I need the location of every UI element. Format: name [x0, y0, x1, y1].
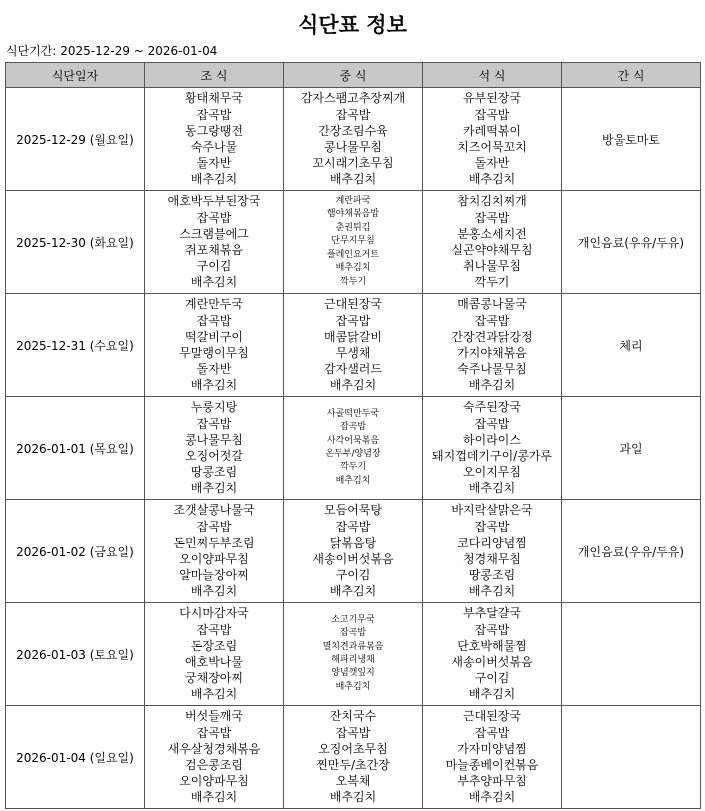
menu-item: 돈장조림 — [190, 638, 238, 653]
menu-item: 잡곡밥 — [474, 622, 510, 637]
date-cell: 2025-12-30 (화요일) — [6, 191, 145, 294]
menu-item: 참치김치찌개 — [457, 194, 527, 209]
menu-item: 양념깻잎지 — [331, 668, 375, 679]
menu-item: 동그랑땡전 — [185, 123, 243, 138]
menu-item: 잡곡밥 — [335, 107, 371, 122]
meal-table — [5, 62, 701, 809]
menu-item: 바지락살맑은국 — [451, 503, 533, 518]
menu-item: 배추김치 — [190, 790, 238, 805]
menu-item: 잔치국수 — [329, 709, 377, 724]
table-row — [6, 397, 701, 500]
header-lunch: 중 식 — [284, 63, 423, 88]
date-cell: 2026-01-01 (목요일) — [6, 397, 145, 500]
menu-item: 오이양파무침 — [179, 774, 249, 789]
menu-item: 잡곡밥 — [335, 519, 371, 534]
menu-item: 춘권튀김 — [335, 222, 371, 233]
menu-item: 청경채무침 — [463, 552, 521, 566]
menu-item: 배추김치 — [190, 584, 238, 599]
menu-item: 구이김 — [335, 568, 371, 583]
table-body — [6, 88, 701, 809]
menu-item: 햄야채볶음밥 — [326, 209, 380, 220]
dinner-cell — [423, 706, 562, 809]
menu-item: 잡곡밥 — [196, 210, 232, 225]
menu-item: 매콤닭갈비 — [324, 329, 382, 344]
menu-item: 누룽지탕 — [190, 400, 238, 415]
table-row — [6, 500, 701, 603]
header-breakfast: 조 식 — [145, 63, 284, 88]
menu-item: 오징어초무침 — [318, 741, 388, 756]
menu-item: 버섯들깨국 — [185, 709, 243, 724]
menu-item: 배추김치 — [329, 172, 377, 187]
snack-cell — [562, 706, 701, 809]
menu-item: 배추김치 — [190, 481, 238, 496]
menu-item: 잡곡밥 — [339, 628, 367, 639]
menu-item: 배추김치 — [190, 275, 238, 290]
table-row — [6, 191, 701, 294]
date-cell: 2026-01-04 (일요일) — [6, 706, 145, 809]
snack-cell — [562, 603, 701, 706]
menu-item: 떡갈비구이 — [185, 329, 243, 344]
table-row — [6, 603, 701, 706]
menu-item: 깍두기 — [339, 462, 367, 473]
menu-item: 실곤약야채무침 — [451, 243, 533, 257]
menu-item: 조갯살콩나물국 — [173, 503, 255, 518]
menu-item: 배추김치 — [468, 378, 516, 393]
menu-item: 배추김치 — [468, 172, 516, 187]
menu-item: 잡곡밥 — [339, 422, 367, 433]
menu-item: 찐만두/초간장 — [316, 758, 390, 772]
lunch-cell — [284, 191, 423, 294]
menu-item: 오이양파무침 — [179, 552, 249, 566]
menu-item: 잡곡밥 — [474, 725, 510, 740]
menu-item: 배추김치 — [468, 584, 516, 599]
menu-item: 잡곡밥 — [196, 519, 232, 534]
lunch-cell — [284, 500, 423, 603]
breakfast-cell — [145, 603, 284, 706]
menu-item: 스크램블에그 — [179, 226, 249, 241]
menu-item: 사각어묵볶음 — [326, 435, 380, 446]
menu-item: 잡곡밥 — [196, 416, 232, 431]
menu-item: 무말랭이무침 — [179, 346, 249, 360]
menu-item: 배추김치 — [335, 263, 371, 274]
menu-item: 카레떡볶이 — [463, 123, 521, 138]
menu-item: 땅콩조림 — [190, 465, 238, 480]
table-header-row — [6, 63, 701, 88]
table-row — [6, 294, 701, 397]
menu-item: 배추김치 — [468, 687, 516, 702]
lunch-cell — [284, 294, 423, 397]
menu-item: 배추김치 — [190, 172, 238, 187]
menu-item: 멸치견과류볶음 — [322, 641, 384, 652]
menu-item: 배추김치 — [468, 481, 516, 496]
lunch-cell — [284, 603, 423, 706]
menu-item: 취나물무침 — [463, 259, 521, 274]
menu-item: 플레인요거트 — [326, 249, 380, 260]
menu-item: 배추김치 — [329, 790, 377, 805]
menu-item: 돼지껍데기구이/콩가루 — [432, 449, 552, 463]
menu-item: 콩나물무침 — [324, 140, 382, 154]
menu-item: 하이라이스 — [463, 432, 521, 447]
menu-item: 부추달걀국 — [463, 606, 521, 621]
menu-item: 간장조림수육 — [318, 123, 388, 138]
snack-cell: 과일 — [562, 397, 701, 500]
menu-item: 간장견과닭강정 — [451, 329, 533, 344]
menu-item: 구이김 — [196, 259, 232, 274]
snack-cell: 개인음료(우유/두유) — [562, 191, 701, 294]
lunch-cell — [284, 706, 423, 809]
menu-item: 콩나물무침 — [185, 432, 243, 447]
menu-item: 감자스팸고추장찌개 — [300, 91, 406, 106]
menu-item: 구이김 — [474, 671, 510, 686]
menu-item: 잡곡밥 — [474, 519, 510, 534]
menu-item: 잡곡밥 — [474, 107, 510, 122]
menu-item: 사골떡만두국 — [326, 408, 380, 419]
breakfast-cell — [145, 706, 284, 809]
menu-item: 배추김치 — [335, 681, 371, 692]
lunch-cell — [284, 88, 423, 191]
menu-item: 애호박나물 — [185, 655, 243, 669]
menu-item: 배추김치 — [190, 378, 238, 393]
snack-cell: 방울토마토 — [562, 88, 701, 191]
snack-cell: 체리 — [562, 294, 701, 397]
menu-item: 계란파국 — [335, 196, 371, 207]
menu-item: 해파리냉채 — [331, 655, 375, 665]
dinner-cell — [423, 397, 562, 500]
menu-item: 잡곡밥 — [196, 725, 232, 740]
menu-item: 돌자반 — [474, 156, 510, 171]
dinner-cell — [423, 294, 562, 397]
date-cell: 2025-12-31 (수요일) — [6, 294, 145, 397]
menu-item: 땅콩조림 — [468, 568, 516, 583]
date-cell: 2026-01-03 (토요일) — [6, 603, 145, 706]
menu-item: 배추김치 — [335, 475, 371, 486]
menu-item: 깍두기 — [474, 275, 510, 290]
table-row — [6, 88, 701, 191]
menu-item: 배추김치 — [190, 687, 238, 702]
breakfast-cell — [145, 294, 284, 397]
menu-item: 잡곡밥 — [474, 416, 510, 431]
menu-item: 잡곡밥 — [335, 313, 371, 328]
menu-item: 근대된장국 — [463, 709, 521, 724]
header-dinner: 석 식 — [423, 63, 562, 88]
menu-item: 잡곡밥 — [196, 622, 232, 637]
menu-item: 숙주된장국 — [463, 400, 521, 415]
date-cell: 2025-12-29 (월요일) — [6, 88, 145, 191]
menu-item: 단무지무침 — [331, 236, 375, 247]
menu-item: 꼬시래기초무침 — [312, 156, 394, 171]
breakfast-cell — [145, 88, 284, 191]
menu-item: 배추김치 — [329, 378, 377, 393]
menu-item: 감자샐러드 — [324, 362, 382, 377]
lunch-cell — [284, 397, 423, 500]
menu-item: 매콤콩나물국 — [457, 297, 527, 312]
menu-item: 황태채무국 — [185, 91, 243, 106]
menu-item: 소고기무국 — [331, 614, 375, 625]
menu-item: 분홍소세지전 — [457, 226, 527, 241]
menu-item: 유부된장국 — [463, 91, 521, 106]
dinner-cell — [423, 603, 562, 706]
menu-item: 검은콩조림 — [185, 758, 243, 772]
menu-item: 모듬어묵탕 — [324, 503, 382, 518]
menu-item: 잡곡밥 — [196, 313, 232, 328]
menu-item: 새송이버섯볶음 — [312, 552, 394, 566]
menu-item: 깍두기 — [339, 276, 367, 287]
breakfast-cell — [145, 191, 284, 294]
menu-item: 가지야채볶음 — [457, 346, 527, 360]
menu-item: 근대된장국 — [324, 297, 382, 312]
menu-item: 돌자반 — [196, 156, 232, 171]
menu-item: 돈민찌두부조림 — [173, 535, 255, 550]
meal-period: 식단기간: 2025-12-29 ~ 2026-01-04 — [6, 44, 218, 58]
menu-item: 코다리양념찜 — [457, 535, 527, 550]
dinner-cell — [423, 500, 562, 603]
menu-item: 돌자반 — [196, 362, 232, 377]
menu-item: 잡곡밥 — [474, 313, 510, 328]
snack-cell: 개인음료(우유/두유) — [562, 500, 701, 603]
menu-item: 닭볶음탕 — [329, 535, 377, 550]
menu-item: 계란만두국 — [185, 297, 243, 312]
breakfast-cell — [145, 397, 284, 500]
dinner-cell — [423, 191, 562, 294]
menu-item: 새우살청경채볶음 — [167, 741, 261, 756]
menu-item: 치즈어묵꼬치 — [457, 140, 527, 154]
table-row — [6, 706, 701, 809]
breakfast-cell — [145, 500, 284, 603]
menu-item: 숙주나물 — [190, 140, 238, 154]
menu-item: 오이지무침 — [463, 465, 521, 480]
menu-item: 오복채 — [335, 774, 371, 789]
date-cell: 2026-01-02 (금요일) — [6, 500, 145, 603]
menu-item: 잡곡밥 — [474, 210, 510, 225]
menu-item: 온두부/양념장 — [325, 449, 381, 459]
menu-item: 마늘종베이컨볶음 — [445, 758, 539, 772]
menu-item: 오징어젓갈 — [185, 449, 243, 463]
header-snack: 간 식 — [562, 63, 701, 88]
menu-item: 다시마감자국 — [179, 606, 249, 621]
menu-item: 잡곡밥 — [196, 107, 232, 122]
menu-item: 잡곡밥 — [335, 725, 371, 740]
menu-item: 쥐포채볶음 — [185, 243, 243, 257]
menu-item: 배추김치 — [468, 790, 516, 805]
page-title: 식단표 정보 — [298, 13, 407, 37]
menu-item: 부추양파무침 — [457, 774, 527, 789]
menu-item: 애호박두부된장국 — [167, 194, 261, 209]
header-date: 식단일자 — [6, 63, 145, 88]
menu-item: 알마늘장아찌 — [179, 568, 249, 583]
menu-item: 궁채장아찌 — [185, 671, 243, 686]
menu-item: 배추김치 — [329, 584, 377, 599]
menu-item: 단호박해물찜 — [457, 638, 527, 653]
menu-item: 무생채 — [335, 346, 371, 360]
menu-item: 숙주나물무침 — [457, 362, 527, 377]
menu-item: 새송이버섯볶음 — [451, 655, 533, 669]
dinner-cell — [423, 88, 562, 191]
menu-item: 가자미양념찜 — [457, 741, 527, 756]
